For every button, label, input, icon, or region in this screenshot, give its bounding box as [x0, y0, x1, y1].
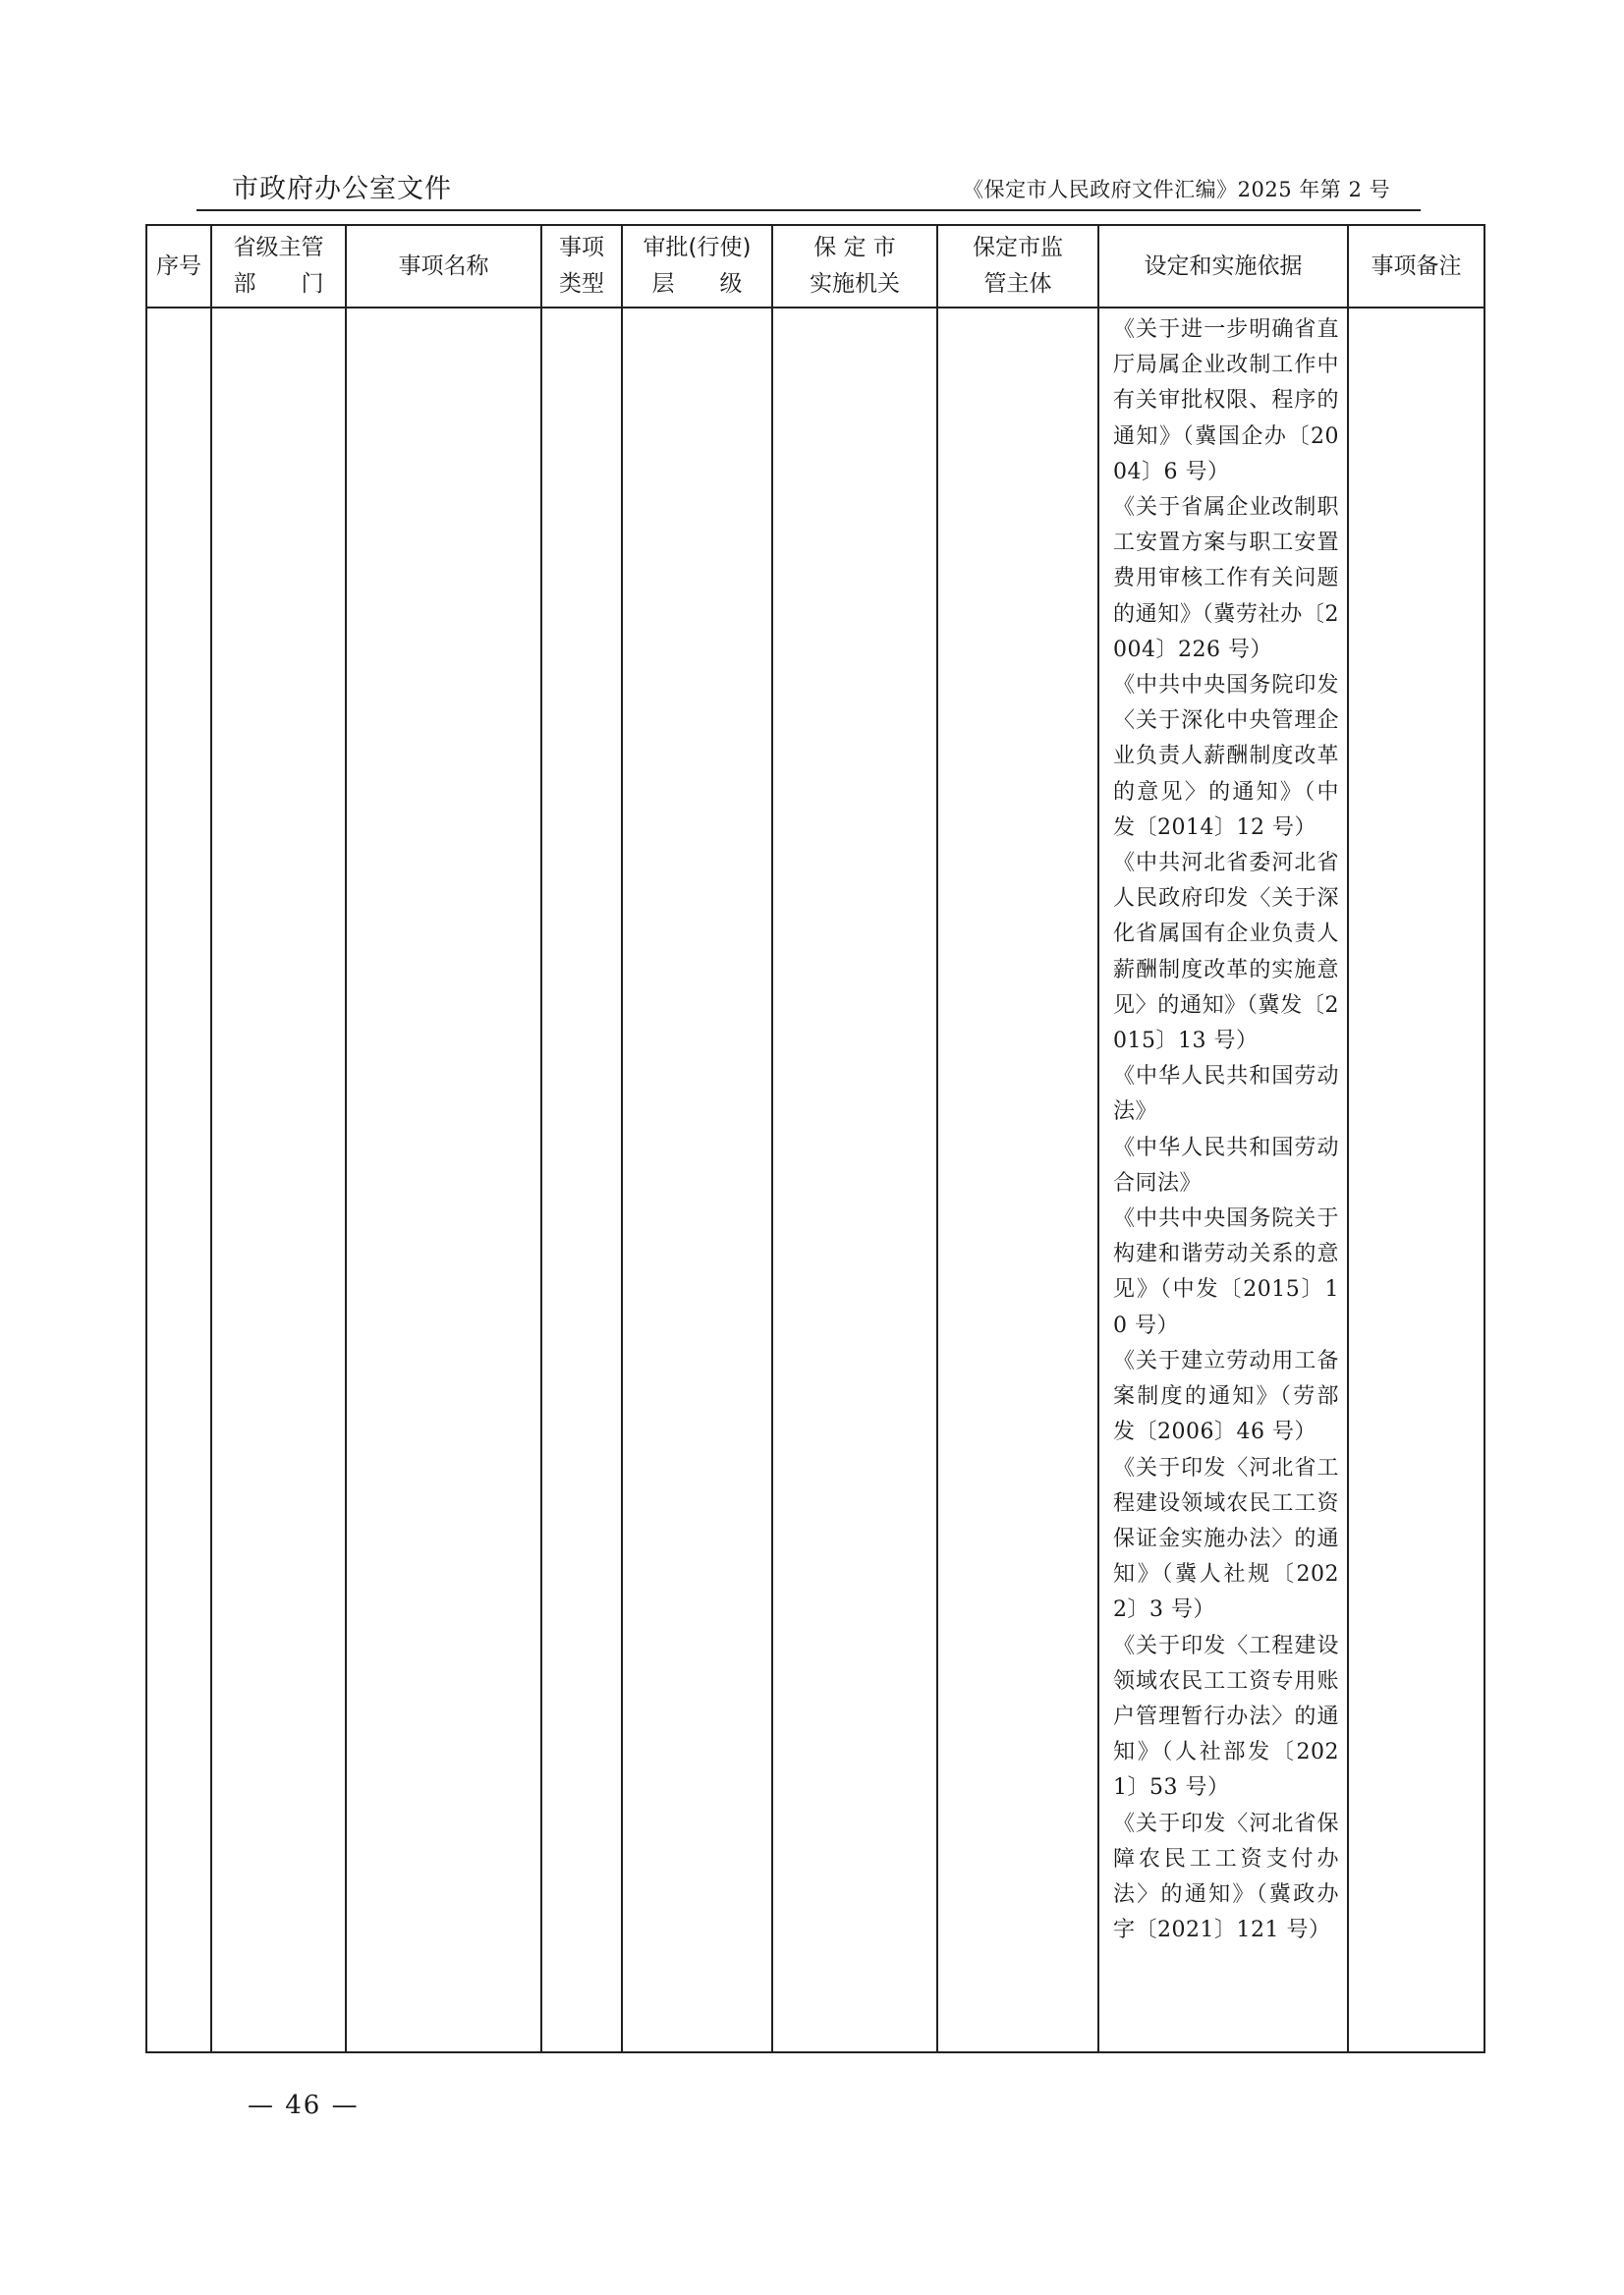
col-header-provincial-dept	[211, 225, 346, 308]
header-rule	[196, 209, 1421, 211]
matters-table	[145, 224, 1485, 2053]
col-header-approval-level-label: 审批(行使)层 级	[643, 235, 752, 297]
basis-item: 《中共河北省委河北省人民政府印发〈关于深化省属国有企业负责人薪酬制度改革的实施意见〉的通知》（冀发〔2015〕13 号）	[1113, 851, 1339, 1054]
cell-index	[146, 308, 211, 2052]
basis-item: 《关于建立劳动用工备案制度的通知》（劳部发〔2006〕46 号）	[1113, 1348, 1339, 1445]
basis-item: 《中华人民共和国劳动法》	[1113, 1064, 1339, 1125]
basis-item: 《中华人民共和国劳动合同法》	[1113, 1135, 1339, 1196]
header-left-title: 市政府办公室文件	[232, 174, 452, 204]
col-header-supervisor-label: 保定市监管主体	[973, 235, 1063, 297]
cell-remarks	[1348, 308, 1484, 2052]
table-row	[146, 308, 1484, 2052]
basis-item: 《关于印发〈河北省工程建设领域农民工工资保证金实施办法〉的通知》（冀人社规〔2022〕3 号）	[1113, 1455, 1339, 1623]
col-header-matter-type-label: 事项类型	[559, 235, 604, 297]
header-right-title: 《保定市人民政府文件汇编》2025 年第 2 号	[963, 178, 1390, 201]
cell-legal-basis	[1098, 308, 1348, 2052]
cell-supervisor	[937, 308, 1098, 2052]
cell-matter-name	[346, 308, 541, 2052]
basis-item: 《关于进一步明确省直厅局属企业改制工作中有关审批权限、程序的通知》（冀国企办〔2004〕6 号）	[1113, 317, 1339, 484]
cell-implementing-agency	[772, 308, 937, 2052]
basis-item: 《关于印发〈河北省保障农民工工资支付办法〉的通知》（冀政办字〔2021〕121 号）	[1113, 1811, 1339, 1943]
col-header-implementing-agency	[772, 225, 937, 308]
basis-item: 《关于印发〈工程建设领域农民工工资专用账户管理暂行办法〉的通知》（人社部发〔2021〕53 号）	[1113, 1633, 1339, 1801]
col-header-approval-level	[622, 225, 772, 308]
table-header-row	[146, 225, 1484, 308]
col-header-matter-type	[541, 225, 622, 308]
cell-approval-level	[622, 308, 772, 2052]
col-header-index: 序号	[146, 225, 211, 308]
cell-provincial-dept	[211, 308, 346, 2052]
page-number: — 46 —	[248, 2091, 360, 2120]
col-header-supervisor	[937, 225, 1098, 308]
col-header-matter-name: 事项名称	[346, 225, 541, 308]
col-header-implementing-agency-label: 保 定 市实施机关	[810, 235, 900, 297]
col-header-legal-basis: 设定和实施依据	[1098, 225, 1348, 308]
col-header-provincial-dept-label: 省级主管部 门	[233, 235, 324, 297]
cell-matter-type	[541, 308, 622, 2052]
basis-item: 《中共中央国务院关于构建和谐劳动关系的意见》（中发〔2015〕10 号）	[1113, 1206, 1339, 1338]
basis-item: 《关于省属企业改制职工安置方案与职工安置费用审核工作有关问题的通知》（冀劳社办〔2004〕226 号）	[1113, 495, 1339, 662]
basis-item: 《中共中央国务院印发〈关于深化中央管理企业负责人薪酬制度改革的意见〉的通知》（中发〔2014〕12 号）	[1113, 673, 1339, 840]
col-header-remarks: 事项备注	[1348, 225, 1484, 308]
